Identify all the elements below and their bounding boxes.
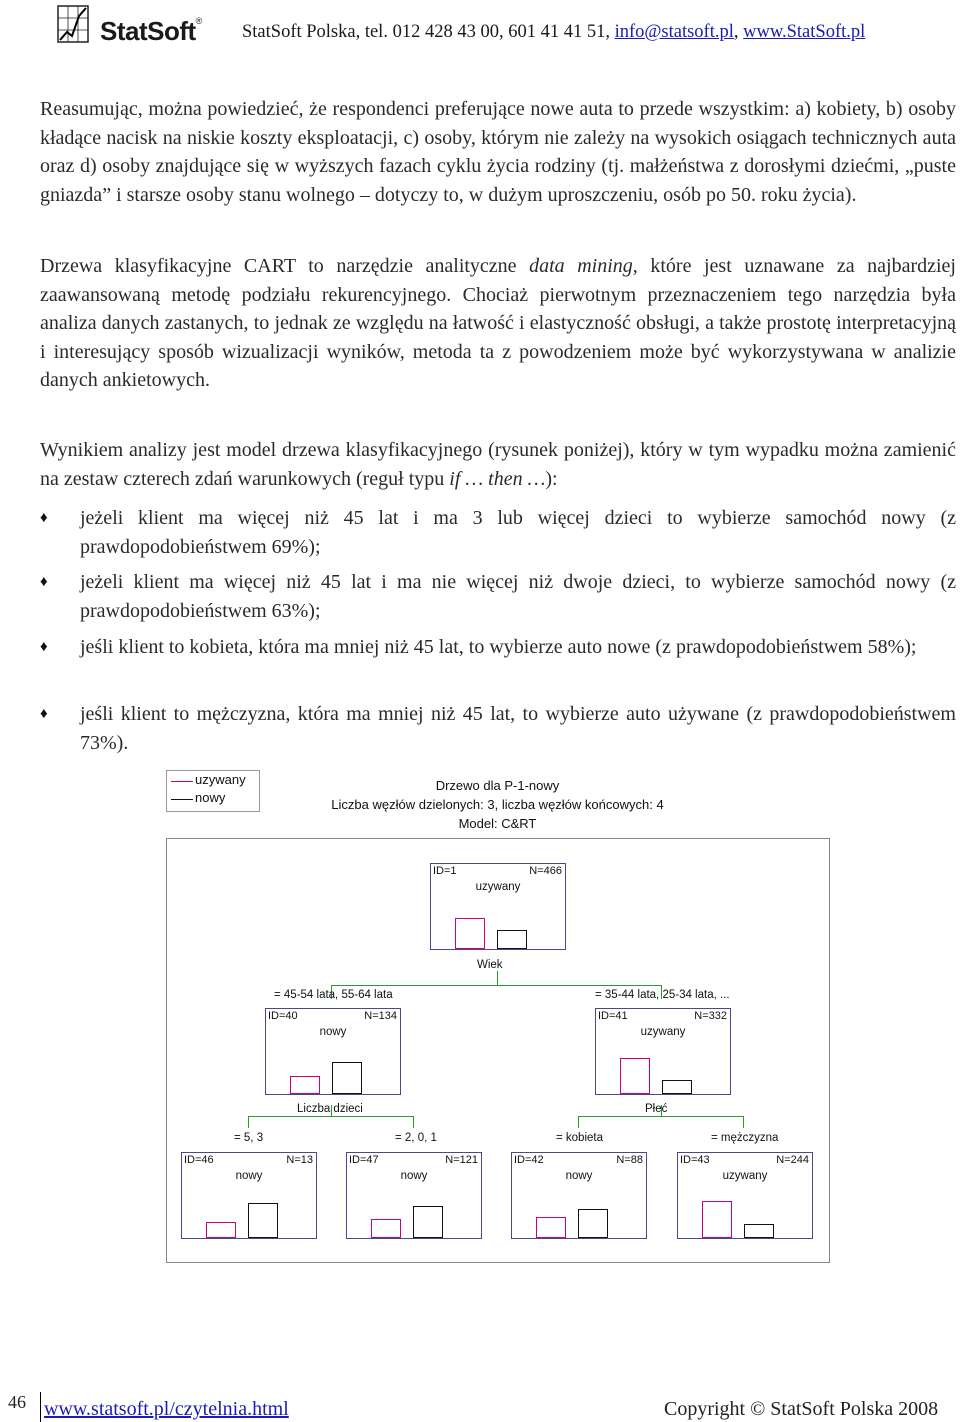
branch-condition: = 35-44 lata, 25-34 lata, ... xyxy=(595,989,730,1001)
header-contact: StatSoft Polska, tel. 012 428 43 00, 601 41 41 51, info@statsoft.pl, www.StatSoft.pl xyxy=(242,22,866,42)
tree-node: ID=46 N=13 nowy xyxy=(181,1152,317,1239)
branch-condition: = kobieta xyxy=(556,1132,603,1144)
tree-node: ID=41 N=332 uzywany xyxy=(595,1008,731,1095)
rule-item: jeżeli klient ma więcej niż 45 lat i ma 3 lub więcej dzieci to wybierze samochód nowy (z prawdopodobieństwem 69%); xyxy=(80,507,956,558)
branch-condition: = mężczyzna xyxy=(711,1132,779,1144)
class-bar xyxy=(578,1209,608,1238)
split-variable: Wiek xyxy=(477,959,503,971)
bullet-icon: ♦ xyxy=(40,574,48,590)
class-bar xyxy=(497,930,527,949)
legend-label: uzywany xyxy=(195,772,246,787)
tree-node: ID=1 N=466 uzywany xyxy=(430,863,566,950)
class-bar xyxy=(620,1058,650,1094)
split-variable: Płeć xyxy=(645,1103,668,1115)
tree-node: ID=40 N=134 nowy xyxy=(265,1008,401,1095)
split-variable: Liczba dzieci xyxy=(297,1103,363,1115)
brand-name: StatSoft® xyxy=(100,16,202,46)
class-bar xyxy=(455,918,485,949)
legend-swatch-nowy xyxy=(171,799,193,800)
email-link[interactable]: info@statsoft.pl xyxy=(614,22,734,42)
legend-label: nowy xyxy=(195,790,226,805)
class-bar xyxy=(332,1062,362,1094)
page-number: 46 xyxy=(8,1392,26,1412)
rule-item: jeśli klient to kobieta, która ma mniej niż 45 lat, to wybierze auto nowe (z prawdopodobieństwem 58%); xyxy=(80,636,917,658)
tree-node: ID=47 N=121 nowy xyxy=(346,1152,482,1239)
class-bar xyxy=(662,1080,692,1094)
paragraph-result: Wynikiem analizy jest model drzewa klasyfikacyjnego (rysunek poniżej), który w tym wypadku można zamienić na zestaw czterech zdań warunkowych (reguł typu if … then …): xyxy=(40,439,956,490)
class-bar xyxy=(702,1201,732,1238)
class-bar xyxy=(413,1206,443,1238)
rule-item: jeżeli klient ma więcej niż 45 lat i ma nie więcej niż dwoje dzieci, to wybierze samochód nowy (z prawdopodobieństwem 63%); xyxy=(80,571,956,622)
class-bar xyxy=(536,1217,566,1238)
tree-legend xyxy=(166,770,260,812)
tree-node: ID=42 N=88 nowy xyxy=(511,1152,647,1239)
paragraph-summary: Reasumując, można powiedzieć, że respondenci preferujące nowe auta to przede wszystkim: a) kobiety, b) osoby kładące nacisk na niskie koszty eksploatacji, c) osoby, którym nie zależy na wysokich osiągach technicznych auta oraz d) osoby znajdujące się w wyższych fazach cyklu życia rodziny (tj. małżeństwa z dorosłymi dziećmi, „puste gniazda” i starsze osoby stanu wolnego – dotyczy to, w dużym uproszczeniu, osób po 50. roku życia). xyxy=(40,98,956,206)
branch-condition: = 2, 0, 1 xyxy=(395,1132,437,1144)
bullet-icon: ♦ xyxy=(40,639,48,655)
paragraph-cart: Drzewa klasyfikacyjne CART to narzędzie analityczne data mining, które jest uznawane za najbardziej zaawansowaną metodę podziału rekurencyjnego. Chociaż pierwotnym przeznaczeniem tego narzędzia była analiza danych zastanych, to jednak ze względu na łatwość i elastyczność obsługi, a także prostotę interpretacyjną i interesujący sposób wizualizacji wyników, metoda ta z powodzeniem może być wykorzystywana w analizie danych ankietowych. xyxy=(40,255,956,391)
bullet-icon: ♦ xyxy=(40,706,48,722)
class-bar xyxy=(290,1076,320,1094)
rule-item: jeśli klient to mężczyzna, która ma mniej niż 45 lat, to wybierze auto używane (z prawdopodobieństwem 73%). xyxy=(80,703,956,754)
tree-diagram xyxy=(166,838,830,1263)
bullet-icon: ♦ xyxy=(40,510,48,526)
class-bar xyxy=(371,1219,401,1238)
footer-divider xyxy=(40,1392,41,1422)
figure-title: Drzewo dla P-1-nowy Liczba węzłów dzielonych: 3, liczba węzłów końcowych: 4 Model: C&RT xyxy=(331,778,664,831)
tree-node: ID=43 N=244 uzywany xyxy=(677,1152,813,1239)
branch-condition: = 45-54 lata, 55-64 lata xyxy=(274,989,393,1001)
website-link[interactable]: www.StatSoft.pl xyxy=(743,22,866,42)
statsoft-logo-icon xyxy=(55,4,91,44)
legend-swatch-uzywany xyxy=(171,781,193,782)
class-bar xyxy=(248,1203,278,1238)
class-bar xyxy=(206,1222,236,1238)
footer-link[interactable]: www.statsoft.pl/czytelnia.html xyxy=(44,1398,289,1420)
branch-condition: = 5, 3 xyxy=(234,1132,264,1144)
copyright-text: Copyright © StatSoft Polska 2008 xyxy=(664,1398,939,1420)
class-bar xyxy=(744,1224,774,1238)
